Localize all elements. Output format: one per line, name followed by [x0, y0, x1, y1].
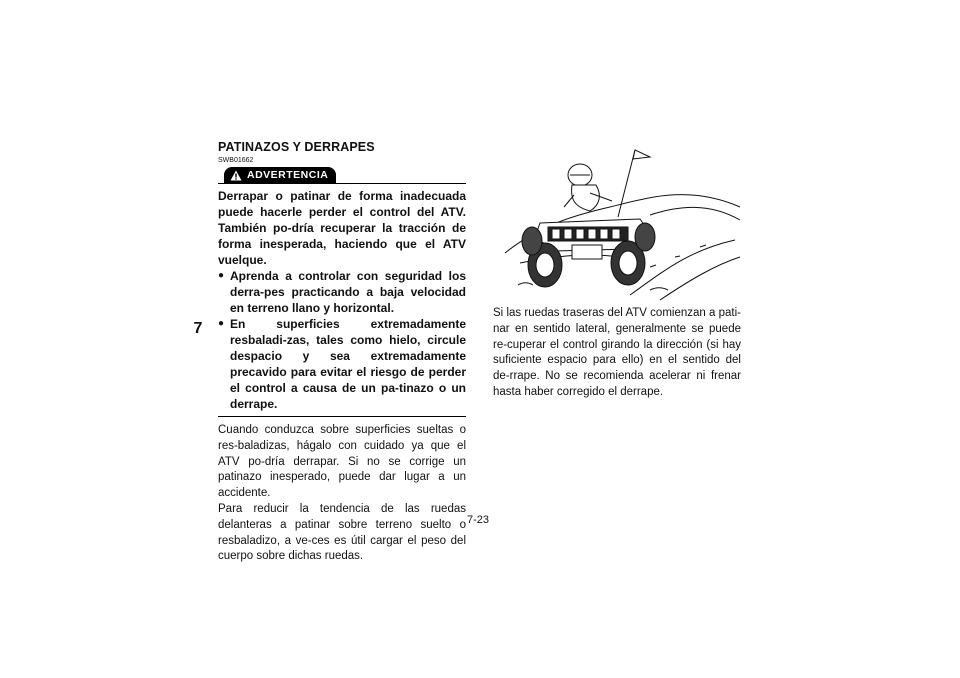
- bullet-dot-icon: ●: [218, 318, 225, 329]
- section-code: SWB01662: [218, 157, 254, 164]
- page-number: 7-23: [467, 514, 490, 526]
- warning-intro: Derrapar o patinar de forma inadecuada puede hacerle perder el control del ATV. También po-dría recuperar la tracción de forma inesperada, haciendo que el ATV vuelque.: [218, 189, 466, 267]
- warning-bullet: [218, 268, 466, 316]
- chapter-tab: 7: [193, 320, 203, 337]
- section-title: PATINAZOS Y DERRAPES: [218, 140, 375, 154]
- warning-end-rule: [218, 416, 466, 417]
- warning-header: [218, 167, 466, 184]
- warning-badge: [224, 167, 336, 183]
- warning-bullet-text: Aprenda a controlar con seguridad los derra-pes practicando a baja velocidad en terreno llano y horizontal.: [230, 269, 466, 315]
- atv-rider-illustration: [500, 145, 745, 303]
- warning-bullet: [218, 316, 466, 412]
- body-text-right: [493, 306, 741, 401]
- warning-label: ADVERTENCIA: [247, 169, 329, 181]
- bullet-dot-icon: ●: [218, 270, 225, 281]
- body-text-left: [218, 423, 466, 565]
- warning-bullet-text: En superficies extremadamente resbaladi-zas, tales como hielo, circule despacio y sea extremadamente precavido para evitar el riesgo de perder el control a causa de un pa-tinazo o un derrape.: [230, 317, 466, 411]
- paragraph: Para reducir la tendencia de las ruedas delanteras a patinar sobre terreno suelto o resbaladizo, a ve-ces es útil cargar el peso del cuerpo sobre dichas ruedas.: [218, 502, 466, 563]
- left-column: [218, 140, 466, 565]
- warning-triangle-icon: [230, 170, 242, 181]
- paragraph: Cuando conduzca sobre superficies sueltas o res-baladizas, hágalo con cuidado ya que el ATV po-dría derrapar. Si no se corrige un patinazo inesperado, puede dar lugar a un accidente.: [218, 424, 466, 500]
- warning-body: [218, 188, 466, 412]
- paragraph: Si las ruedas traseras del ATV comienzan a pati-nar en sentido lateral, generalmente se puede re-cuperar el control girando la dirección (si hay suficiente espacio para ello) en el sentido del de-rrape. No se recomienda acelerar ni frenar hasta haber corregido el derrape.: [493, 307, 741, 398]
